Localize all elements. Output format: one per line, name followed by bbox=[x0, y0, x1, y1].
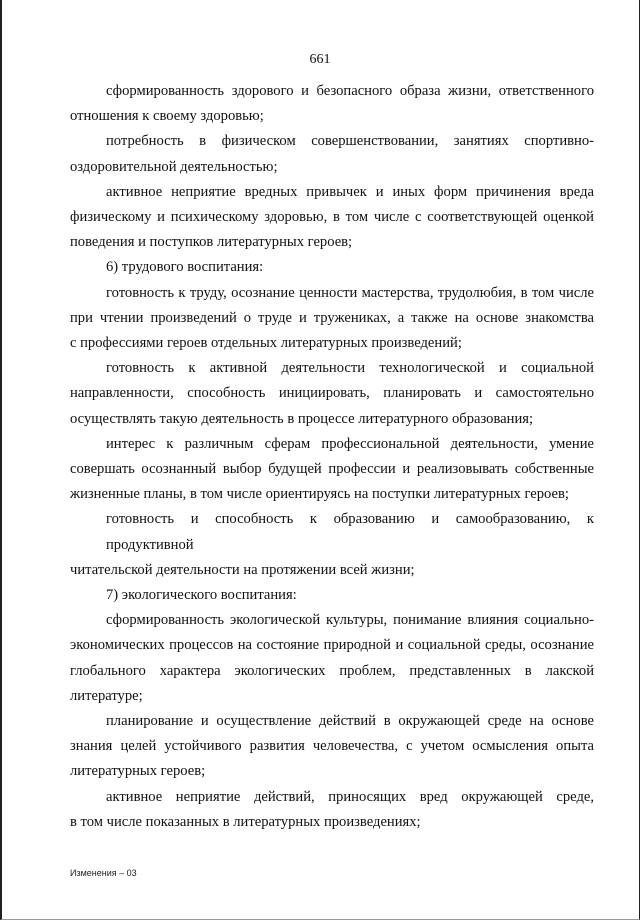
paragraph bbox=[70, 709, 594, 785]
paragraph bbox=[70, 79, 594, 129]
text-line: активное неприятие действий, приносящих вред окружающей среде, bbox=[106, 788, 594, 805]
footer-revision-note: Изменения – 03 bbox=[70, 868, 137, 878]
text-line: глобального характера экологических проблем, представленных в лакской bbox=[70, 662, 594, 679]
text-line: при чтении произведений о труде и тружениках, а также на основе знакомства bbox=[70, 309, 594, 326]
text-line: потребность в физическом совершенствовании, занятиях спортивно- bbox=[106, 133, 594, 150]
text-line: готовность к труду, осознание ценности мастерства, трудолюбия, в том числе bbox=[106, 284, 594, 301]
text-line: экономических процессов на состояние природной и социальной среды, осознание bbox=[70, 637, 594, 654]
text-line: интерес к различным сферам профессиональной деятельности, умение bbox=[106, 435, 594, 452]
paragraph bbox=[70, 432, 594, 508]
text-line: знания целей устойчивого развития человечества, с учетом осмысления опыта bbox=[70, 738, 594, 755]
text-line: с профессиями героев отдельных литературных произведений; bbox=[70, 335, 462, 352]
text-line: в том числе показанных в литературных произведениях; bbox=[70, 813, 421, 830]
text-line: готовность к активной деятельности технологической и социальной bbox=[106, 360, 594, 377]
text-line: физическому и психическому здоровью, в том числе с соответствующей оценкой bbox=[70, 209, 594, 226]
paragraph bbox=[70, 129, 594, 179]
text-line: читательской деятельности на протяжении всей жизни; bbox=[70, 561, 415, 578]
text-line: направленности, способность инициировать, планировать и самостоятельно bbox=[70, 385, 594, 402]
paragraph bbox=[70, 180, 594, 256]
paragraph bbox=[70, 281, 594, 357]
text-line: 7) экологического воспитания: bbox=[106, 587, 297, 604]
text-line: готовность и способность к образованию и самообразованию, к продуктивной bbox=[106, 511, 594, 553]
text-line: литературных героев; bbox=[70, 763, 206, 780]
text-line: совершать осознанный выбор будущей профессии и реализовывать собственные bbox=[70, 461, 594, 478]
text-line: поведения и поступков литературных героев; bbox=[70, 234, 353, 251]
paragraph bbox=[70, 356, 594, 432]
paragraph bbox=[70, 583, 594, 608]
text-line: литературе; bbox=[70, 687, 143, 704]
text-line: активное неприятие вредных привычек и иных форм причинения вреда bbox=[106, 183, 594, 200]
text-line: сформированность здорового и безопасного образа жизни, ответственного bbox=[106, 83, 594, 99]
paragraph bbox=[70, 608, 594, 709]
text-line: жизненные планы, в том числе ориентируясь на поступки литературных героев; bbox=[70, 486, 569, 503]
text-line: оздоровительной деятельностью; bbox=[70, 158, 278, 175]
document-body bbox=[70, 79, 594, 835]
paragraph bbox=[70, 785, 594, 835]
page-number: 661 bbox=[309, 52, 331, 67]
text-line: сформированность экологической культуры, понимание влияния социально- bbox=[106, 612, 594, 629]
paragraph bbox=[70, 255, 594, 280]
text-line: отношения к своему здоровью; bbox=[70, 108, 264, 125]
text-line: планирование и осуществление действий в окружающей среде на основе bbox=[106, 713, 594, 730]
text-line: осуществлять такую деятельность в процессе литературного образования; bbox=[70, 410, 534, 427]
text-line: 6) трудового воспитания: bbox=[106, 259, 264, 276]
paragraph bbox=[70, 507, 594, 583]
